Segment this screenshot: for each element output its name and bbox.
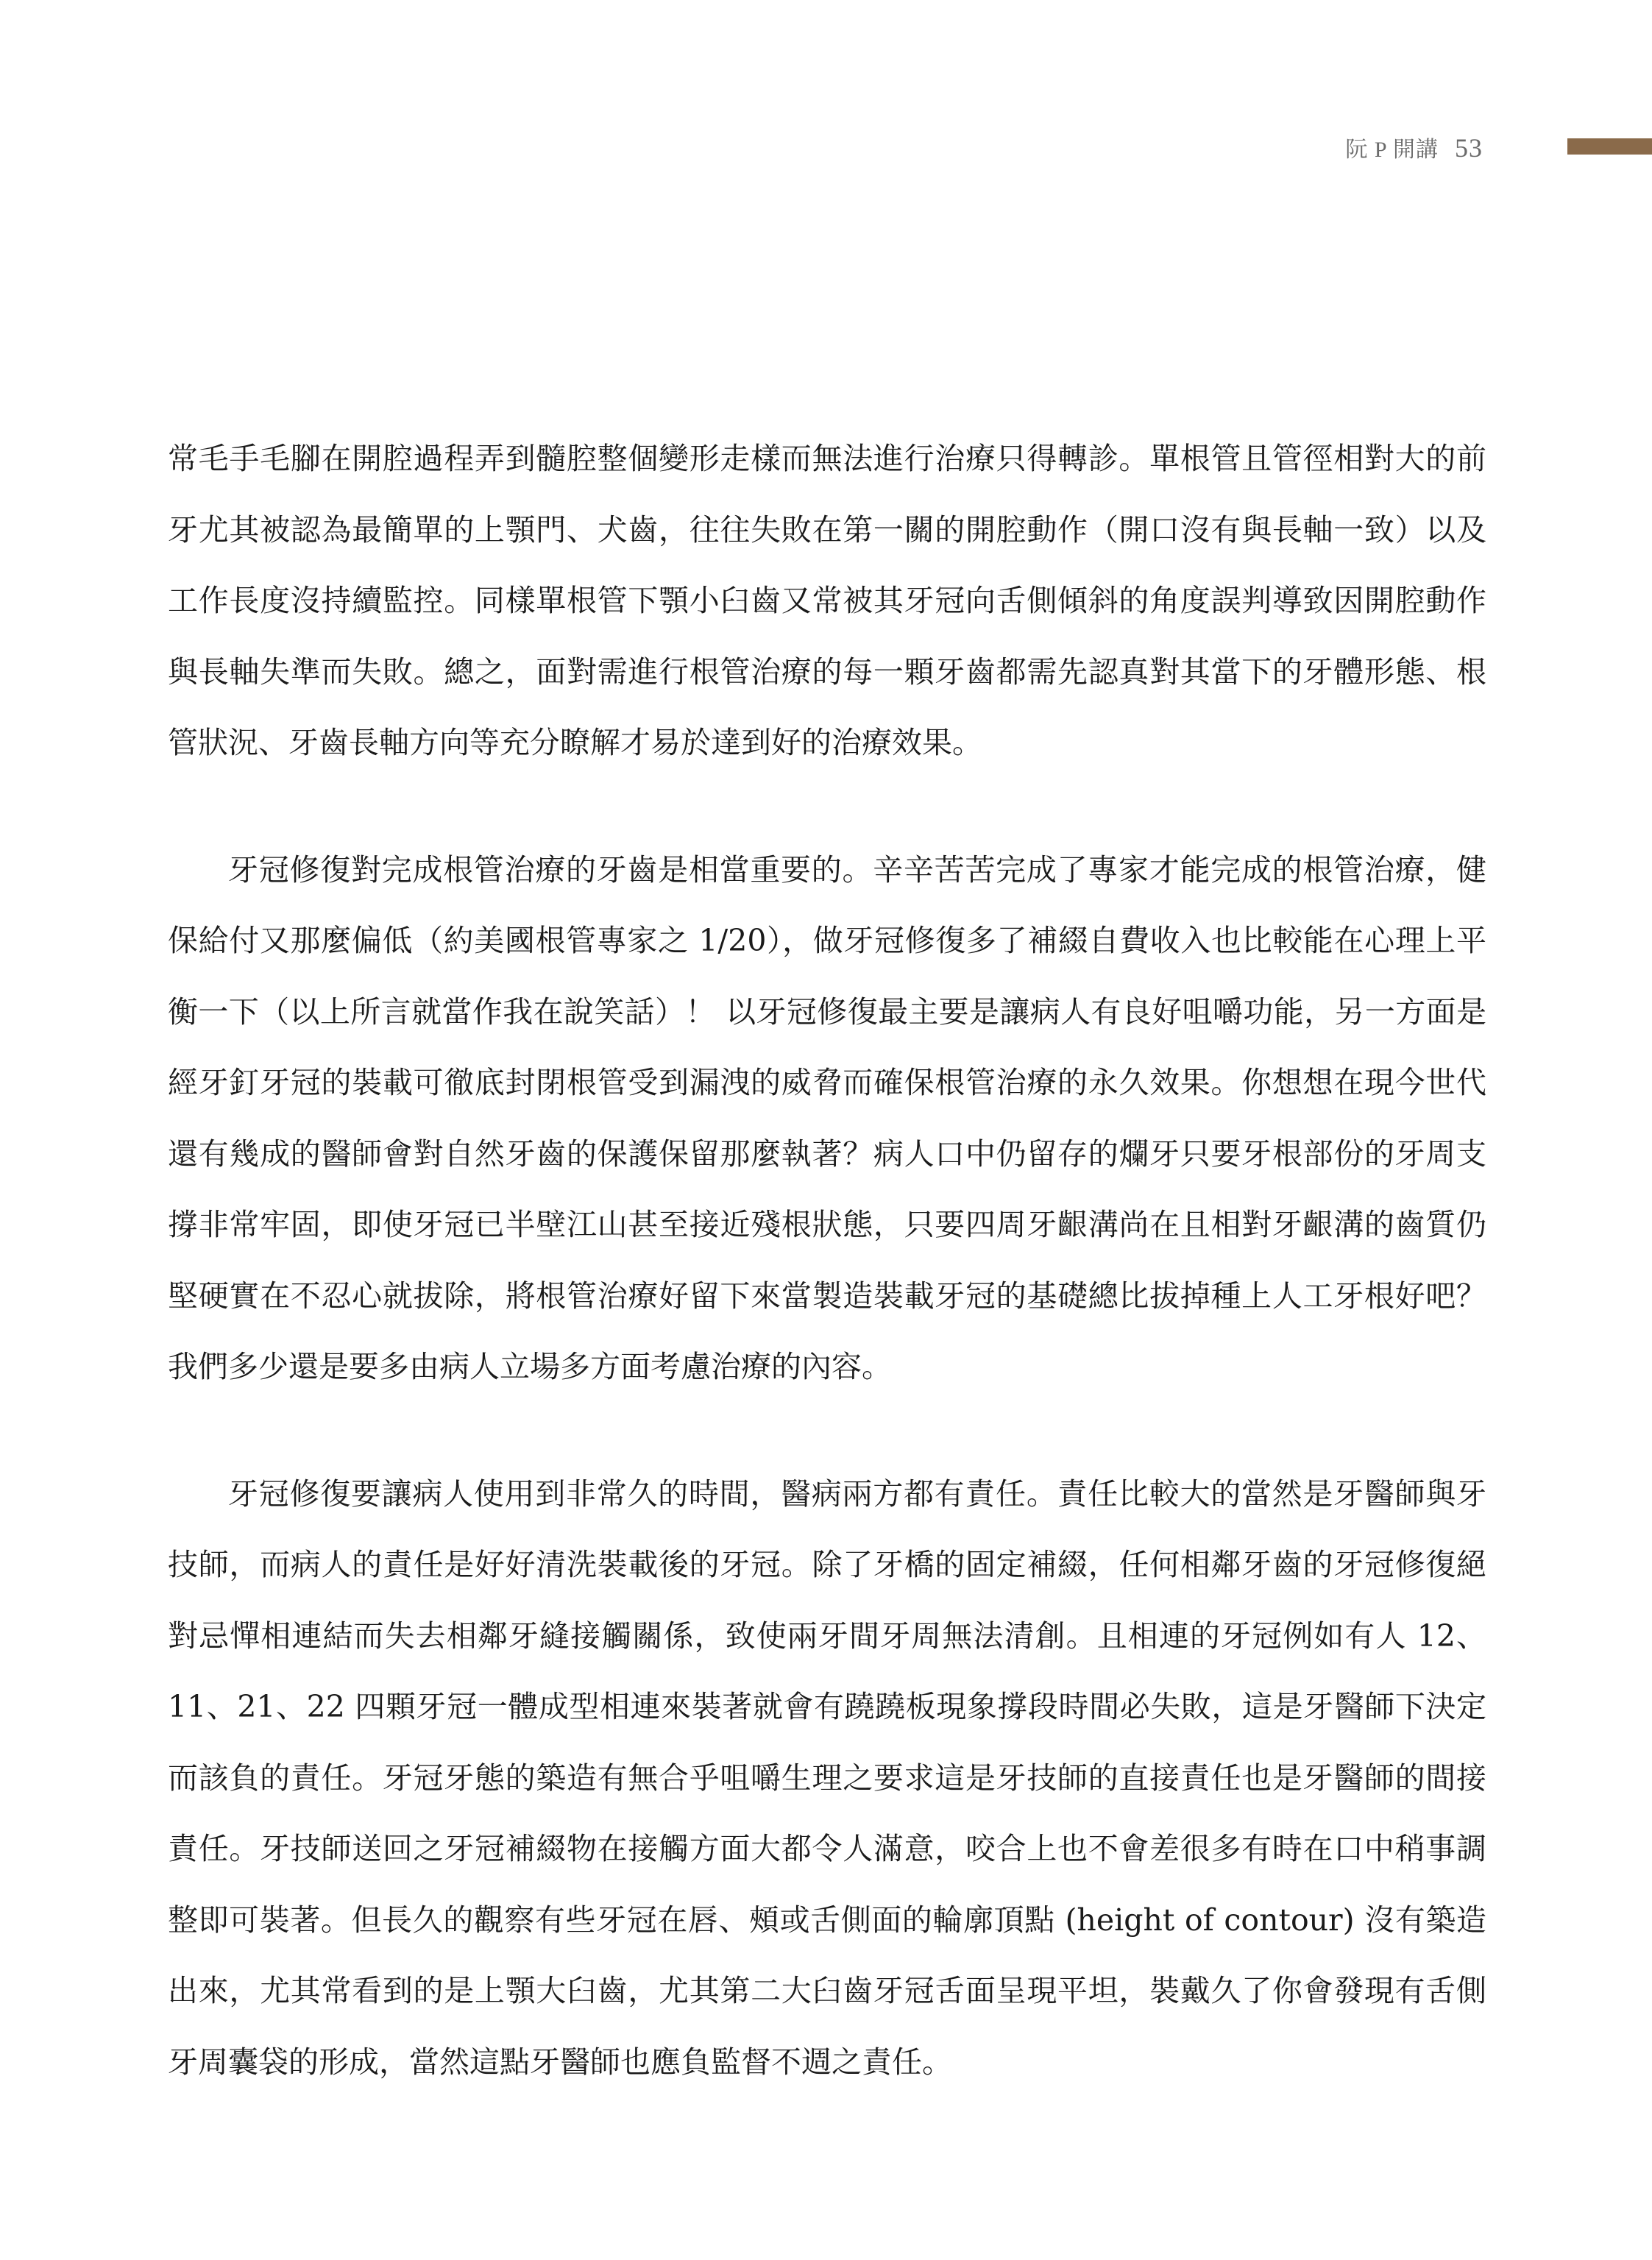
page-number: 53 <box>1455 133 1483 163</box>
body-text <box>168 423 1486 2097</box>
chapter-tab-marker <box>1567 138 1652 155</box>
running-header <box>1345 131 1483 163</box>
paragraph-crown-responsibility: 牙冠修復要讓病人使用到非常久的時間，醫病兩方都有責任。責任比較大的當然是牙醫師與牙技師，而病人的責任是好好清洗裝載後的牙冠。除了牙橋的固定補綴，任何相鄰牙齒的牙冠修復絕對忌憚相連結而失去相鄰牙縫接觸關係，致使兩牙間牙周無法清創。且相連的牙冠例如有人 12、11、21、22 四顆牙冠一體成型相連來裝著就會有蹺蹺板現象撐段時間必失敗，這是牙醫師下決定而該負的責任。牙冠牙態的築造有無合乎咀嚼生理之要求這是牙技師的直接責任也是牙醫師的間接責任。牙技師送回之牙冠補綴物在接觸方面大都令人滿意，咬合上也不會差很多有時在口中稍事調整即可裝著。但長久的觀察有些牙冠在唇、頰或舌側面的輪廓頂點 (height of contour) 沒有築造出來，尤其常看到的是上顎大臼齒，尤其第二大臼齒牙冠舌面呈現平坦，裝戴久了你會發現有舌側牙周囊袋的形成，當然這點牙醫師也應負監督不週之責任。 <box>168 1476 1486 2080</box>
paragraph-continued: 常毛手毛腳在開腔過程弄到髓腔整個變形走樣而無法進行治療只得轉診。單根管且管徑相對大的前牙尤其被認為最簡單的上顎門、犬齒，往往失敗在第一關的開腔動作（開口沒有與長軸一致）以及工作長度沒持續監控。同樣單根管下顎小臼齒又常被其牙冠向舌側傾斜的角度誤判導致因開腔動作與長軸失準而失敗。總之，面對需進行根管治療的每一顆牙齒都需先認真對其當下的牙體形態、根管狀況、牙齒長軸方向等充分瞭解才易於達到好的治療效果。 <box>168 441 1486 760</box>
running-title: 阮 P 開講 <box>1345 138 1439 162</box>
paragraph-crown-restoration: 牙冠修復對完成根管治療的牙齒是相當重要的。辛辛苦苦完成了專家才能完成的根管治療，健保給付又那麼偏低（約美國根管專家之 1/20），做牙冠修復多了補綴自費收入也比較能在心理上平衡一下（以上所言就當作我在說笑話）！ 以牙冠修復最主要是讓病人有良好咀嚼功能，另一方面是經牙釘牙冠的裝載可徹底封閉根管受到漏洩的威脅而確保根管治療的永久效果。你想想在現今世代還有幾成的醫師會對自然牙齒的保護保留那麼執著？病人口中仍留存的爛牙只要牙根部份的牙周支撐非常牢固，即使牙冠已半壁江山甚至接近殘根狀態，只要四周牙齦溝尚在且相對牙齦溝的齒質仍堅硬實在不忍心就拔除，將根管治療好留下來當製造裝載牙冠的基礎總比拔掉種上人工牙根好吧？我們多少還是要多由病人立場多方面考慮治療的內容。 <box>168 851 1486 1384</box>
